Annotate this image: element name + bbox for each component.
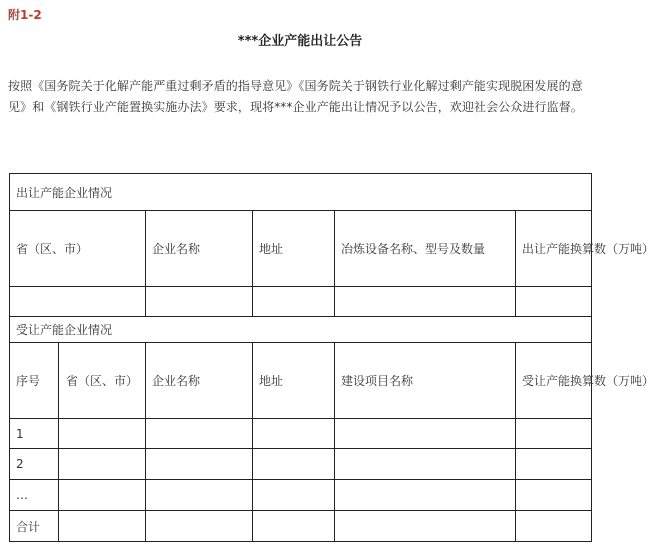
buyer-col-address: 地址 — [253, 343, 335, 419]
buyer-col-project: 建设项目名称 — [335, 343, 516, 419]
table-cell — [335, 480, 516, 511]
buyer-col-no: 序号 — [10, 343, 59, 419]
intro-paragraph: 按照《国务院关于化解产能严重过剩矛盾的指导意见》《国务院关于钢铁行业化解过剩产能实现脱困发展的意见》和《钢铁行业产能置换实施办法》要求，现将***企业产能出让情况予以公告，欢迎社会公众进行监督。 — [8, 79, 583, 114]
table-cell — [146, 449, 253, 480]
buyer-section-title: 受让产能企业情况 — [10, 317, 592, 343]
table-cell — [59, 480, 146, 511]
table-cell — [335, 419, 516, 449]
buyer-col-company: 企业名称 — [146, 343, 253, 419]
table-cell — [516, 480, 592, 511]
seller-col-company: 企业名称 — [146, 211, 253, 287]
seller-col-province: 省（区、市） — [10, 211, 146, 287]
table-cell — [253, 449, 335, 480]
total-label: 合计 — [10, 511, 59, 542]
table-cell — [10, 287, 146, 317]
table-cell — [253, 419, 335, 449]
table-cell — [59, 419, 146, 449]
total-row — [10, 511, 592, 542]
table-cell — [59, 449, 146, 480]
buyer-section-row — [10, 317, 592, 343]
table-cell — [146, 419, 253, 449]
table-row — [10, 480, 592, 511]
page-title: ***企业产能出让公告 — [237, 34, 363, 49]
seller-col-capacity: 出让产能换算数（万吨） — [516, 211, 592, 287]
table-cell — [146, 287, 253, 317]
seller-section-title: 出让产能企业情况 — [10, 174, 592, 211]
table-cell — [253, 287, 335, 317]
seller-data-row — [10, 287, 592, 317]
table-cell — [146, 511, 253, 542]
table-cell — [335, 449, 516, 480]
row-number: … — [10, 480, 59, 511]
table-row — [10, 449, 592, 480]
table-cell — [516, 287, 592, 317]
table-cell — [253, 480, 335, 511]
buyer-col-province: 省（区、市） — [59, 343, 146, 419]
table-cell — [59, 511, 146, 542]
seller-section-row — [10, 174, 592, 211]
row-number: 1 — [10, 419, 59, 449]
attachment-label: 附1-2 — [8, 8, 42, 22]
seller-col-address: 地址 — [253, 211, 335, 287]
seller-col-equipment: 冶炼设备名称、型号及数量 — [335, 211, 516, 287]
table-cell — [516, 449, 592, 480]
table-cell — [335, 287, 516, 317]
table-row — [10, 419, 592, 449]
table-cell — [335, 511, 516, 542]
table-cell — [516, 511, 592, 542]
table-cell — [253, 511, 335, 542]
table-cell — [516, 419, 592, 449]
row-number: 2 — [10, 449, 59, 480]
seller-header-row — [10, 211, 592, 287]
buyer-header-row — [10, 343, 592, 419]
buyer-col-capacity: 受让产能换算数（万吨） — [516, 343, 592, 419]
capacity-table — [9, 173, 654, 542]
table-cell — [146, 480, 253, 511]
